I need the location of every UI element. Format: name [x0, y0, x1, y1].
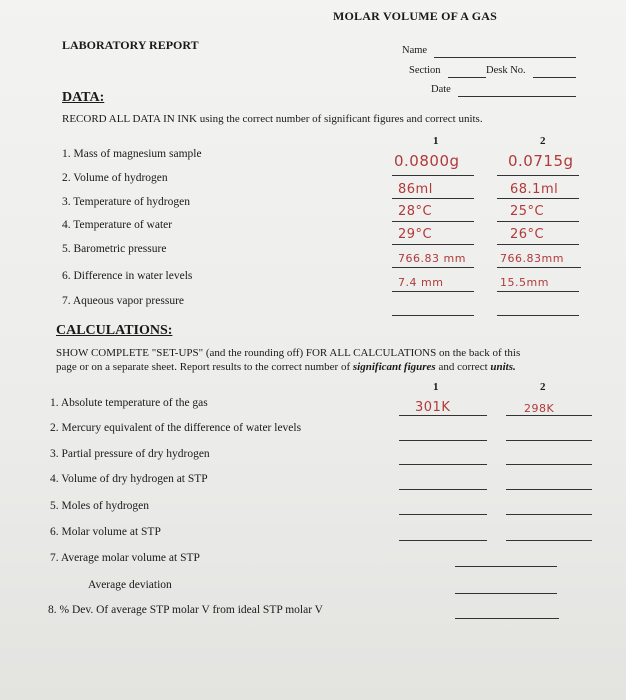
data-item-value-1: 7.4 mm	[398, 276, 444, 289]
calc-item-label: 6. Molar volume at STP	[50, 526, 161, 538]
data-answer-line[interactable]	[497, 175, 579, 176]
calc-answer-line[interactable]	[506, 489, 592, 490]
date-label: Date	[431, 84, 451, 95]
report-label: LABORATORY REPORT	[62, 38, 199, 52]
average-deviation-line[interactable]	[455, 593, 557, 594]
data-answer-line[interactable]	[392, 198, 474, 199]
average-deviation-label: Average deviation	[88, 579, 172, 591]
calc-answer-line[interactable]	[399, 464, 487, 465]
calc-answer-line[interactable]	[506, 440, 592, 441]
data-item-label: 2. Volume of hydrogen	[62, 172, 168, 184]
data-answer-line[interactable]	[497, 244, 579, 245]
data-col-1-header: 1	[433, 135, 439, 147]
data-answer-line[interactable]	[497, 198, 579, 199]
data-answer-line[interactable]	[497, 315, 579, 316]
data-item-value-1: 86ml	[398, 182, 433, 197]
percent-deviation-label: 8. % Dev. Of average STP molar V from ideal STP molar V	[48, 604, 323, 616]
calc-instruction-line-2	[56, 361, 516, 373]
data-answer-line[interactable]	[392, 244, 474, 245]
name-field-line[interactable]	[434, 57, 576, 58]
calc-instruction-emphasis: significant figures	[352, 361, 436, 373]
data-item-value-2: 26°C	[510, 227, 545, 242]
section-field-line[interactable]	[448, 77, 486, 78]
calculations-heading: CALCULATIONS:	[56, 323, 173, 338]
calc-instruction-text: page or on a separate sheet. Report results to the correct number of	[56, 361, 353, 373]
calc-answer-line[interactable]	[506, 514, 592, 515]
calc-item-label: 3. Partial pressure of dry hydrogen	[50, 448, 210, 460]
calc-item-label: 4. Volume of dry hydrogen at STP	[50, 473, 208, 485]
page-title: MOLAR VOLUME OF A GAS	[333, 9, 497, 23]
data-item-label: 1. Mass of magnesium sample	[62, 148, 202, 160]
data-answer-line[interactable]	[392, 315, 474, 316]
calc-answer-line[interactable]	[506, 464, 592, 465]
data-item-value-1: 0.0800g	[394, 152, 460, 170]
percent-deviation-line[interactable]	[455, 618, 559, 619]
calc-item-value-1: 301K	[415, 400, 451, 415]
calc-answer-line[interactable]	[399, 540, 487, 541]
desk-field-line[interactable]	[533, 77, 576, 78]
data-answer-line[interactable]	[497, 267, 581, 268]
calc-answer-line[interactable]	[506, 540, 592, 541]
calc-item-label: 1. Absolute temperature of the gas	[50, 397, 208, 409]
calc-answer-line[interactable]	[506, 415, 592, 416]
data-item-value-2: 15.5mm	[500, 276, 549, 289]
calc-item-label: 7. Average molar volume at STP	[50, 552, 200, 564]
calc-answer-line[interactable]	[399, 489, 487, 490]
name-label: Name	[402, 45, 428, 56]
data-heading: DATA:	[62, 90, 105, 105]
calc-col-1-header: 1	[433, 381, 439, 393]
calc-answer-line[interactable]	[399, 440, 487, 441]
average-molar-volume-line[interactable]	[455, 566, 557, 567]
data-item-label: 3. Temperature of hydrogen	[62, 196, 190, 208]
data-col-2-header: 2	[540, 135, 546, 147]
data-item-value-1: 28°C	[398, 204, 433, 219]
data-item-value-2: 68.1ml	[510, 182, 559, 197]
calc-col-2-header: 2	[540, 381, 546, 393]
data-item-value-2: 0.0715g	[508, 152, 574, 170]
data-item-value-1: 29°C	[398, 227, 433, 242]
calc-item-label: 2. Mercury equivalent of the difference of water levels	[50, 422, 302, 434]
data-item-value-2: 766.83mm	[500, 252, 564, 265]
data-item-label: 5. Barometric pressure	[62, 243, 167, 255]
calc-answer-line[interactable]	[399, 415, 487, 416]
data-item-value-1: 766.83 mm	[398, 252, 466, 265]
section-label: Section	[409, 65, 441, 76]
desk-label: Desk No.	[486, 65, 526, 76]
date-field-line[interactable]	[458, 96, 576, 97]
data-answer-line[interactable]	[392, 221, 474, 222]
data-answer-line[interactable]	[497, 221, 579, 222]
data-item-value-2: 25°C	[510, 204, 545, 219]
calc-instruction-text: and correct	[435, 361, 491, 373]
calc-instruction-line-1: SHOW COMPLETE "SET-UPS" (and the rounding off) FOR ALL CALCULATIONS on the back of this	[56, 347, 521, 359]
calc-item-value-2: 298K	[524, 402, 555, 415]
data-answer-line[interactable]	[497, 291, 579, 292]
data-item-label: 6. Difference in water levels	[62, 270, 193, 282]
data-answer-line[interactable]	[392, 175, 474, 176]
data-item-label: 4. Temperature of water	[62, 219, 173, 231]
calc-answer-line[interactable]	[399, 514, 487, 515]
data-answer-line[interactable]	[392, 291, 474, 292]
calc-instruction-emphasis: units.	[490, 361, 516, 373]
data-instruction: RECORD ALL DATA IN INK using the correct number of significant figures and correct units.	[62, 113, 483, 125]
calc-item-label: 5. Moles of hydrogen	[50, 500, 150, 512]
data-answer-line[interactable]	[392, 267, 474, 268]
data-item-label: 7. Aqueous vapor pressure	[62, 295, 185, 307]
